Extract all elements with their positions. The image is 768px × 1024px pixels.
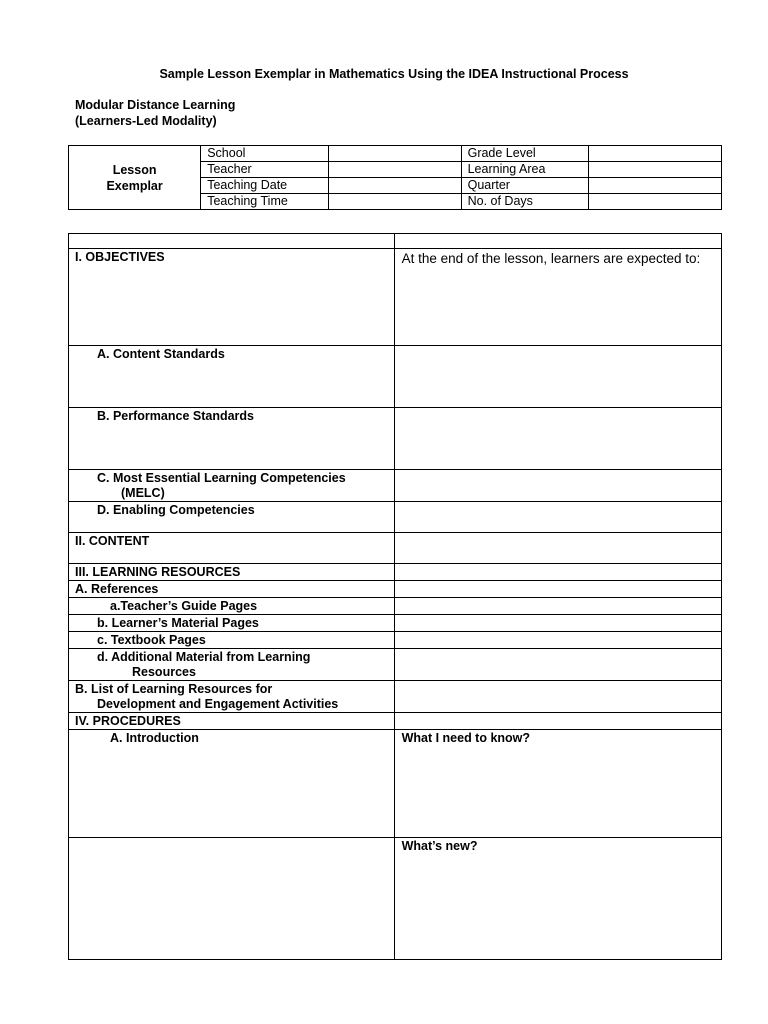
what-i-need-to-know-field[interactable] xyxy=(394,730,721,838)
document-title: Sample Lesson Exemplar in Mathematics Using the IDEA Instructional Process xyxy=(159,67,629,81)
performance-standards-row xyxy=(69,408,395,470)
modality-line-1: Modular Distance Learning xyxy=(75,98,236,112)
introduction-label: A. Introduction xyxy=(110,731,199,745)
additional-material-line-2: Resources xyxy=(132,665,196,679)
content-field[interactable] xyxy=(394,533,721,564)
what-i-need-to-know-label: What I need to know? xyxy=(401,731,531,745)
melc-row xyxy=(69,470,395,502)
quarter-label: Quarter xyxy=(461,178,588,194)
list-resources-line-2: Development and Engagement Activities xyxy=(97,697,339,711)
performance-standards-field[interactable] xyxy=(394,408,721,470)
melc-label-line-1: C. Most Essential Learning Competencies xyxy=(97,471,346,485)
procedures-field[interactable] xyxy=(394,713,721,730)
learning-resources-label: III. LEARNING RESOURCES xyxy=(75,565,241,579)
whats-new-left-cell[interactable] xyxy=(69,838,395,960)
references-row xyxy=(69,581,395,598)
lesson-exemplar-line-1: Lesson xyxy=(112,162,157,177)
references-label: A. References xyxy=(75,582,159,596)
lesson-plan-table xyxy=(68,233,722,960)
content-standards-row xyxy=(69,346,395,408)
learners-material-row xyxy=(69,615,395,632)
teaching-date-label: Teaching Date xyxy=(201,178,329,194)
teaching-date-field[interactable] xyxy=(329,178,461,194)
teachers-guide-field[interactable] xyxy=(394,598,721,615)
quarter-field[interactable] xyxy=(588,178,721,194)
header-right-cell xyxy=(394,234,721,249)
header-left-cell xyxy=(69,234,395,249)
teacher-field[interactable] xyxy=(329,162,461,178)
textbook-row xyxy=(69,632,395,649)
teachers-guide-row xyxy=(69,598,395,615)
learners-material-label: b. Learner’s Material Pages xyxy=(97,616,259,630)
no-of-days-label: No. of Days xyxy=(461,194,588,210)
learning-resources-row xyxy=(69,564,395,581)
grade-level-label: Grade Level xyxy=(461,146,588,162)
learning-resources-field[interactable] xyxy=(394,564,721,581)
no-of-days-field[interactable] xyxy=(588,194,721,210)
objectives-field[interactable] xyxy=(394,249,721,346)
whats-new-label: What’s new? xyxy=(401,839,478,853)
list-resources-row xyxy=(69,681,395,713)
objectives-label: I. OBJECTIVES xyxy=(75,250,165,264)
school-field[interactable] xyxy=(329,146,461,162)
procedures-row xyxy=(69,713,395,730)
content-row xyxy=(69,533,395,564)
content-standards-field[interactable] xyxy=(394,346,721,408)
teaching-time-label: Teaching Time xyxy=(201,194,329,210)
enabling-competencies-row xyxy=(69,502,395,533)
teaching-time-field[interactable] xyxy=(329,194,461,210)
list-resources-line-1: B. List of Learning Resources for xyxy=(75,682,273,696)
textbook-label: c. Textbook Pages xyxy=(97,633,206,647)
learning-area-label: Learning Area xyxy=(461,162,588,178)
objectives-row xyxy=(69,249,395,346)
melc-label-line-2: (MELC) xyxy=(121,486,165,500)
learning-area-field[interactable] xyxy=(588,162,721,178)
lesson-exemplar-label xyxy=(69,146,201,210)
whats-new-field[interactable] xyxy=(394,838,721,960)
school-label: School xyxy=(201,146,329,162)
lesson-exemplar-line-2: Exemplar xyxy=(106,178,163,193)
grade-level-field[interactable] xyxy=(588,146,721,162)
introduction-row xyxy=(69,730,395,838)
lesson-info-table xyxy=(68,145,722,210)
content-standards-label: A. Content Standards xyxy=(97,347,225,361)
additional-material-row xyxy=(69,649,395,681)
additional-material-field[interactable] xyxy=(394,649,721,681)
teachers-guide-label: a.Teacher’s Guide Pages xyxy=(110,599,258,613)
content-label: II. CONTENT xyxy=(75,534,150,548)
learners-material-field[interactable] xyxy=(394,615,721,632)
objectives-text: At the end of the lesson, learners are expected to: xyxy=(401,251,701,266)
teacher-label: Teacher xyxy=(201,162,329,178)
procedures-label: IV. PROCEDURES xyxy=(75,714,181,728)
performance-standards-label: B. Performance Standards xyxy=(97,409,254,423)
enabling-competencies-field[interactable] xyxy=(394,502,721,533)
textbook-field[interactable] xyxy=(394,632,721,649)
melc-field[interactable] xyxy=(394,470,721,502)
enabling-competencies-label: D. Enabling Competencies xyxy=(97,503,255,517)
modality-line-2: (Learners-Led Modality) xyxy=(75,114,217,128)
additional-material-line-1: d. Additional Material from Learning xyxy=(97,650,311,664)
references-field[interactable] xyxy=(394,581,721,598)
list-resources-field[interactable] xyxy=(394,681,721,713)
